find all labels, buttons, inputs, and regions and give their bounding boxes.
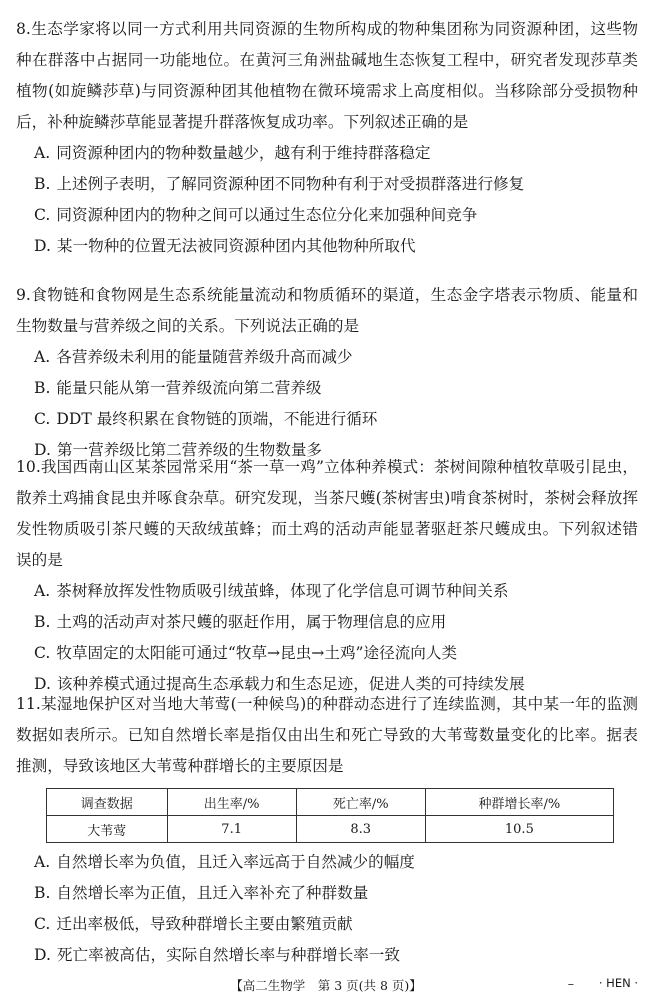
option-key: C. <box>34 410 51 428</box>
question-10-option-c[interactable] <box>34 638 638 669</box>
footer-dash: – <box>567 976 574 991</box>
option-key: B. <box>34 884 51 902</box>
question-11-option-d[interactable] <box>34 940 638 971</box>
option-key: C. <box>34 915 51 933</box>
option-text: 同资源种团内的物种数量越少，越有利于维持群落稳定 <box>56 144 431 162</box>
question-11-option-c[interactable] <box>34 909 638 940</box>
option-text: 自然增长率为正值，且迁入率补充了种群数量 <box>56 884 369 902</box>
question-10-option-b[interactable] <box>34 607 638 638</box>
option-key: B. <box>34 175 51 193</box>
option-text: 某一物种的位置无法被同资源种团内其他物种所取代 <box>56 237 416 255</box>
question-8-option-b[interactable] <box>34 169 638 200</box>
option-text: 能量只能从第一营养级流向第二营养级 <box>56 379 322 397</box>
option-key: B. <box>34 613 51 631</box>
option-key: D. <box>34 946 51 964</box>
option-key: A. <box>34 348 51 366</box>
exam-code: · HEN · <box>598 976 638 990</box>
table-header-cell: 死亡率/% <box>296 789 425 816</box>
option-text: 该种养模式通过提高生态承载力和生态足迹，促进人类的可持续发展 <box>56 675 525 693</box>
question-9-option-b[interactable] <box>34 373 638 404</box>
question-9 <box>16 280 638 466</box>
question-11-option-a[interactable] <box>34 847 638 878</box>
question-11-stem: 11.某湿地保护区对当地大苇莺(一种候鸟)的种群动态进行了连续监测，其中某一年的监测数据如表所示。已知自然增长率是指仅由出生和死亡导致的大苇莺数量变化的比率。据表推测，导致该地区大苇莺种群增长的主要原因是 <box>16 695 638 775</box>
option-key: A. <box>34 582 51 600</box>
table-cell: 10.5 <box>425 816 613 843</box>
option-key: A. <box>34 144 51 162</box>
option-key: C. <box>34 644 51 662</box>
option-text: 牧草固定的太阳能可通过“牧草→昆虫→土鸡”途径流向人类 <box>56 644 458 662</box>
question-10-option-a[interactable] <box>34 576 638 607</box>
page-footer <box>0 974 652 998</box>
question-9-option-a[interactable] <box>34 342 638 373</box>
table-header-row <box>47 789 614 816</box>
question-8-stem: 8.生态学家将以同一方式利用共同资源的生物所构成的物种集团称为同资源种团，这些物种在群落中占据同一功能地位。在黄河三角洲盐碱地生态恢复工程中，研究者发现莎草类植物(如旋鳞莎草)与同资源种团其他植物在微环境需求上高度相似。当移除部分受损物种后，补种旋鳞莎草能显著提升群落恢复成功率。下列叙述正确的是 <box>16 20 638 131</box>
question-8-option-c[interactable] <box>34 200 638 231</box>
option-text: 第一营养级比第二营养级的生物数量多 <box>56 441 323 459</box>
option-text: DDT 最终积累在食物链的顶端，不能进行循环 <box>56 410 378 428</box>
option-text: 茶树释放挥发性物质吸引绒茧蜂，体现了化学信息可调节种间关系 <box>56 582 509 600</box>
question-10-stem: 10.我国西南山区某茶园常采用“茶一草一鸡”立体种养模式：茶树间隙种植牧草吸引昆虫，散养土鸡捕食昆虫并啄食杂草。研究发现，当茶尺蠖(茶树害虫)啃食茶树时，茶树会释放挥发性物质吸引茶尺蠖的天敌绒茧蜂；而土鸡的活动声能显著驱赶茶尺蠖成虫。下列叙述错误的是 <box>16 458 638 569</box>
question-11 <box>16 689 638 971</box>
option-text: 自然增长率为负值，且迁入率远高于自然减少的幅度 <box>56 853 415 871</box>
option-key: D. <box>34 237 51 255</box>
option-text: 迁出率极低，导致种群增长主要由繁殖贡献 <box>56 915 353 933</box>
option-text: 各营养级未利用的能量随营养级升高而减少 <box>56 348 353 366</box>
table-header-cell: 调查数据 <box>47 789 168 816</box>
option-text: 死亡率被高估，实际自然增长率与种群增长率一致 <box>56 946 400 964</box>
question-11-option-b[interactable] <box>34 878 638 909</box>
question-9-option-c[interactable] <box>34 404 638 435</box>
option-text: 上述例子表明，了解同资源种团不同物种有利于对受损群落进行修复 <box>56 175 525 193</box>
option-text: 土鸡的活动声对茶尺蠖的驱赶作用，属于物理信息的应用 <box>56 613 447 631</box>
table-cell: 7.1 <box>167 816 296 843</box>
table-cell: 大苇莺 <box>47 816 168 843</box>
option-text: 同资源种团内的物种之间可以通过生态位分化来加强种间竞争 <box>56 206 478 224</box>
table-header-cell: 种群增长率/% <box>425 789 613 816</box>
question-8-option-d[interactable] <box>34 231 638 262</box>
question-8-option-a[interactable] <box>34 138 638 169</box>
option-key: D. <box>34 675 51 693</box>
table-cell: 8.3 <box>296 816 425 843</box>
page-number-label: 【高二生物学 第 3 页(共 8 页)】 <box>230 978 422 993</box>
option-key: A. <box>34 853 51 871</box>
option-key: D. <box>34 441 51 459</box>
survey-data-table <box>46 788 614 843</box>
question-8 <box>16 14 638 262</box>
table-row <box>47 816 614 843</box>
question-9-stem: 9.食物链和食物网是生态系统能量流动和物质循环的渠道，生态金字塔表示物质、能量和生物数量与营养级之间的关系。下列说法正确的是 <box>16 286 638 335</box>
table-header-cell: 出生率/% <box>167 789 296 816</box>
question-10 <box>16 452 638 700</box>
option-key: C. <box>34 206 51 224</box>
option-key: B. <box>34 379 51 397</box>
